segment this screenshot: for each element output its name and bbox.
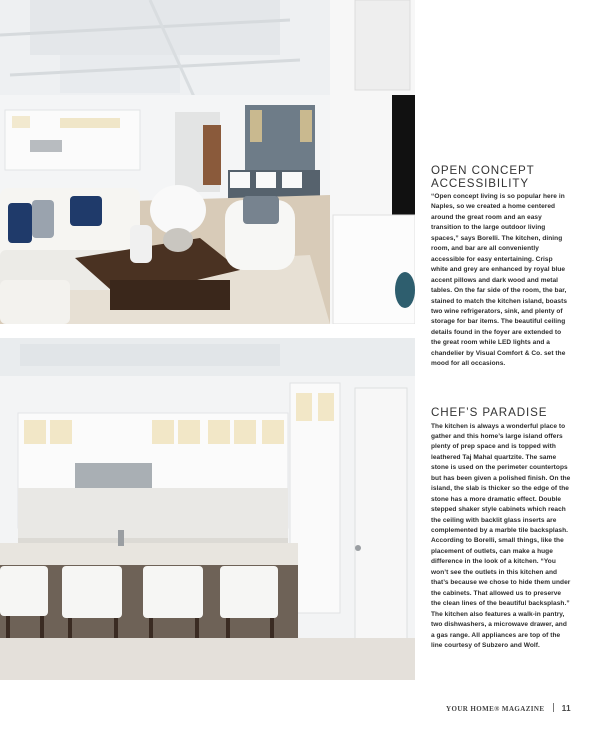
page-footer	[446, 703, 571, 713]
great-room-photo	[0, 0, 415, 324]
section-heading: CHEF’S PARADISE	[431, 406, 548, 419]
kitchen-photo	[0, 338, 415, 680]
footer-divider	[553, 703, 554, 712]
section-heading: OPEN CONCEPT ACCESSIBILITY	[431, 164, 535, 190]
section-body: The kitchen is always a wonderful place to gather and this home’s large island offers plenty of prep space and is topped with leathered Taj Mahal quartzite. The same stone is used on the perimeter countertops but has been given a polished finish. On the island, the slab is thicker so the edge of the stone has a more dramatic effect. Double stepped shaker style cabinets which reach the ceiling with backlit glass inserts are complemented by a marble tile backsplash. According to Borelli, small things, like the placement of outlets, can make a huge difference in the look of a kitchen. “You won’t see the outlets in this kitchen and that’s because we chose to hide them under the cabinets. That allowed us to preserve the clean lines of the beautiful backsplash.” The kitchen also features a walk-in pantry, two dishwashers, a microwave drawer, and a gas range. All appliances are top of the line courtesy of Subzero and Wolf.	[431, 422, 571, 650]
section-body: “Open concept living is so popular here in Naples, so we created a home centered around the great room and an easy transition to the large outdoor living spaces,” says Borelli. The kitchen, dining room, and bar are all conveniently accessible for easy entertaining. Crisp white and grey are enhanced by royal blue accent pillows and dark wood and metal tables. On the far side of the room, the bar, stained to match the kitchen island, boasts two wine refrigerators, sink, and plenty of storage for bar items. The beautiful ceiling details found in the foyer are extended to the great room while LED lights and a chandelier by Visual Comfort & Co. set the mood for all occasions.	[431, 193, 568, 368]
magazine-name: YOUR HOME® MAGAZINE	[446, 705, 545, 713]
page-number: 11	[561, 704, 571, 713]
section-open-concept	[431, 165, 571, 370]
section-chefs-paradise	[431, 407, 571, 651]
